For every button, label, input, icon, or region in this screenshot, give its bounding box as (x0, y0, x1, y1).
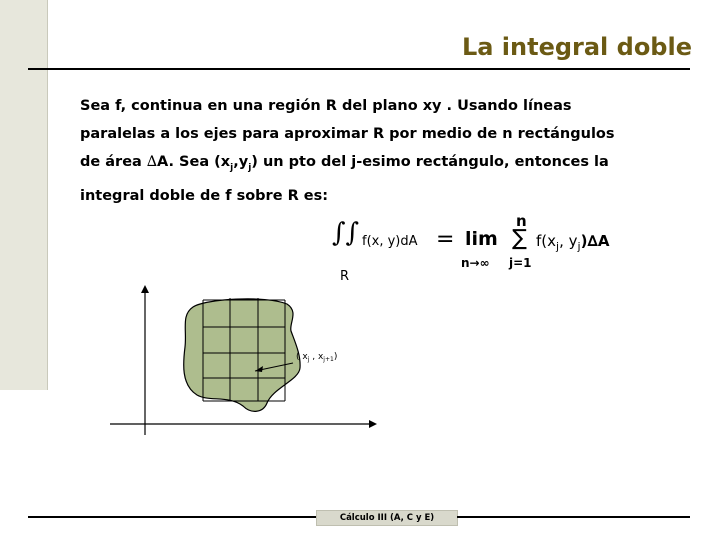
page-title: La integral doble (461, 33, 692, 61)
paragraph-line-4: integral doble de f sobre R es: (80, 187, 329, 204)
subscript-j: j (248, 162, 252, 173)
paragraph-line-1: Sea f, continua en una región R del plano xy . Usando líneas (80, 98, 572, 114)
y-axis-arrow (141, 285, 149, 293)
paragraph-line-2: paralelas a los ejes para aproximar R por medio de n rectángulos (80, 126, 615, 142)
sum-upper-limit: n (516, 212, 527, 230)
footer-label: Cálculo III (A, C y E) (316, 510, 458, 526)
region-diagram (105, 285, 385, 445)
sum-symbol: ∑ (512, 226, 527, 251)
paragraph-comma-y: ,y (233, 154, 249, 170)
region-r-shape (184, 299, 300, 411)
paragraph-line-3a: de área (80, 154, 147, 170)
double-integral-symbol: ∫∫ (332, 218, 360, 248)
paragraph-line-3b: A. Sea (x (157, 154, 231, 170)
point-label: ( $x_j$ , $x_{j+1}$) (296, 352, 338, 363)
integral-region-label: R (340, 269, 350, 284)
equals-sign: = (436, 227, 455, 252)
limit-label: lim (465, 228, 498, 250)
footer-rule-left (28, 516, 316, 518)
paragraph-line-3c: ) un pto del j-esimo rectángulo, entonces la (251, 154, 609, 170)
side-decoration-bar (0, 0, 47, 390)
title-divider (28, 68, 690, 70)
x-axis-arrow (369, 420, 377, 428)
definition-paragraph (80, 92, 680, 210)
sum-lower-limit: j=1 (509, 256, 532, 270)
double-integral-formula (330, 200, 710, 290)
limit-subscript: n→∞ (461, 256, 490, 270)
footer-rule-right (457, 516, 690, 518)
side-decoration-rule (47, 0, 48, 390)
subscript-j: j (230, 162, 234, 173)
delta-symbol: ∆ (146, 154, 157, 170)
integrand: f(x, y)dA (362, 234, 418, 249)
summand: $f(x_j$, $y_j)\Delta A$ (536, 232, 610, 253)
